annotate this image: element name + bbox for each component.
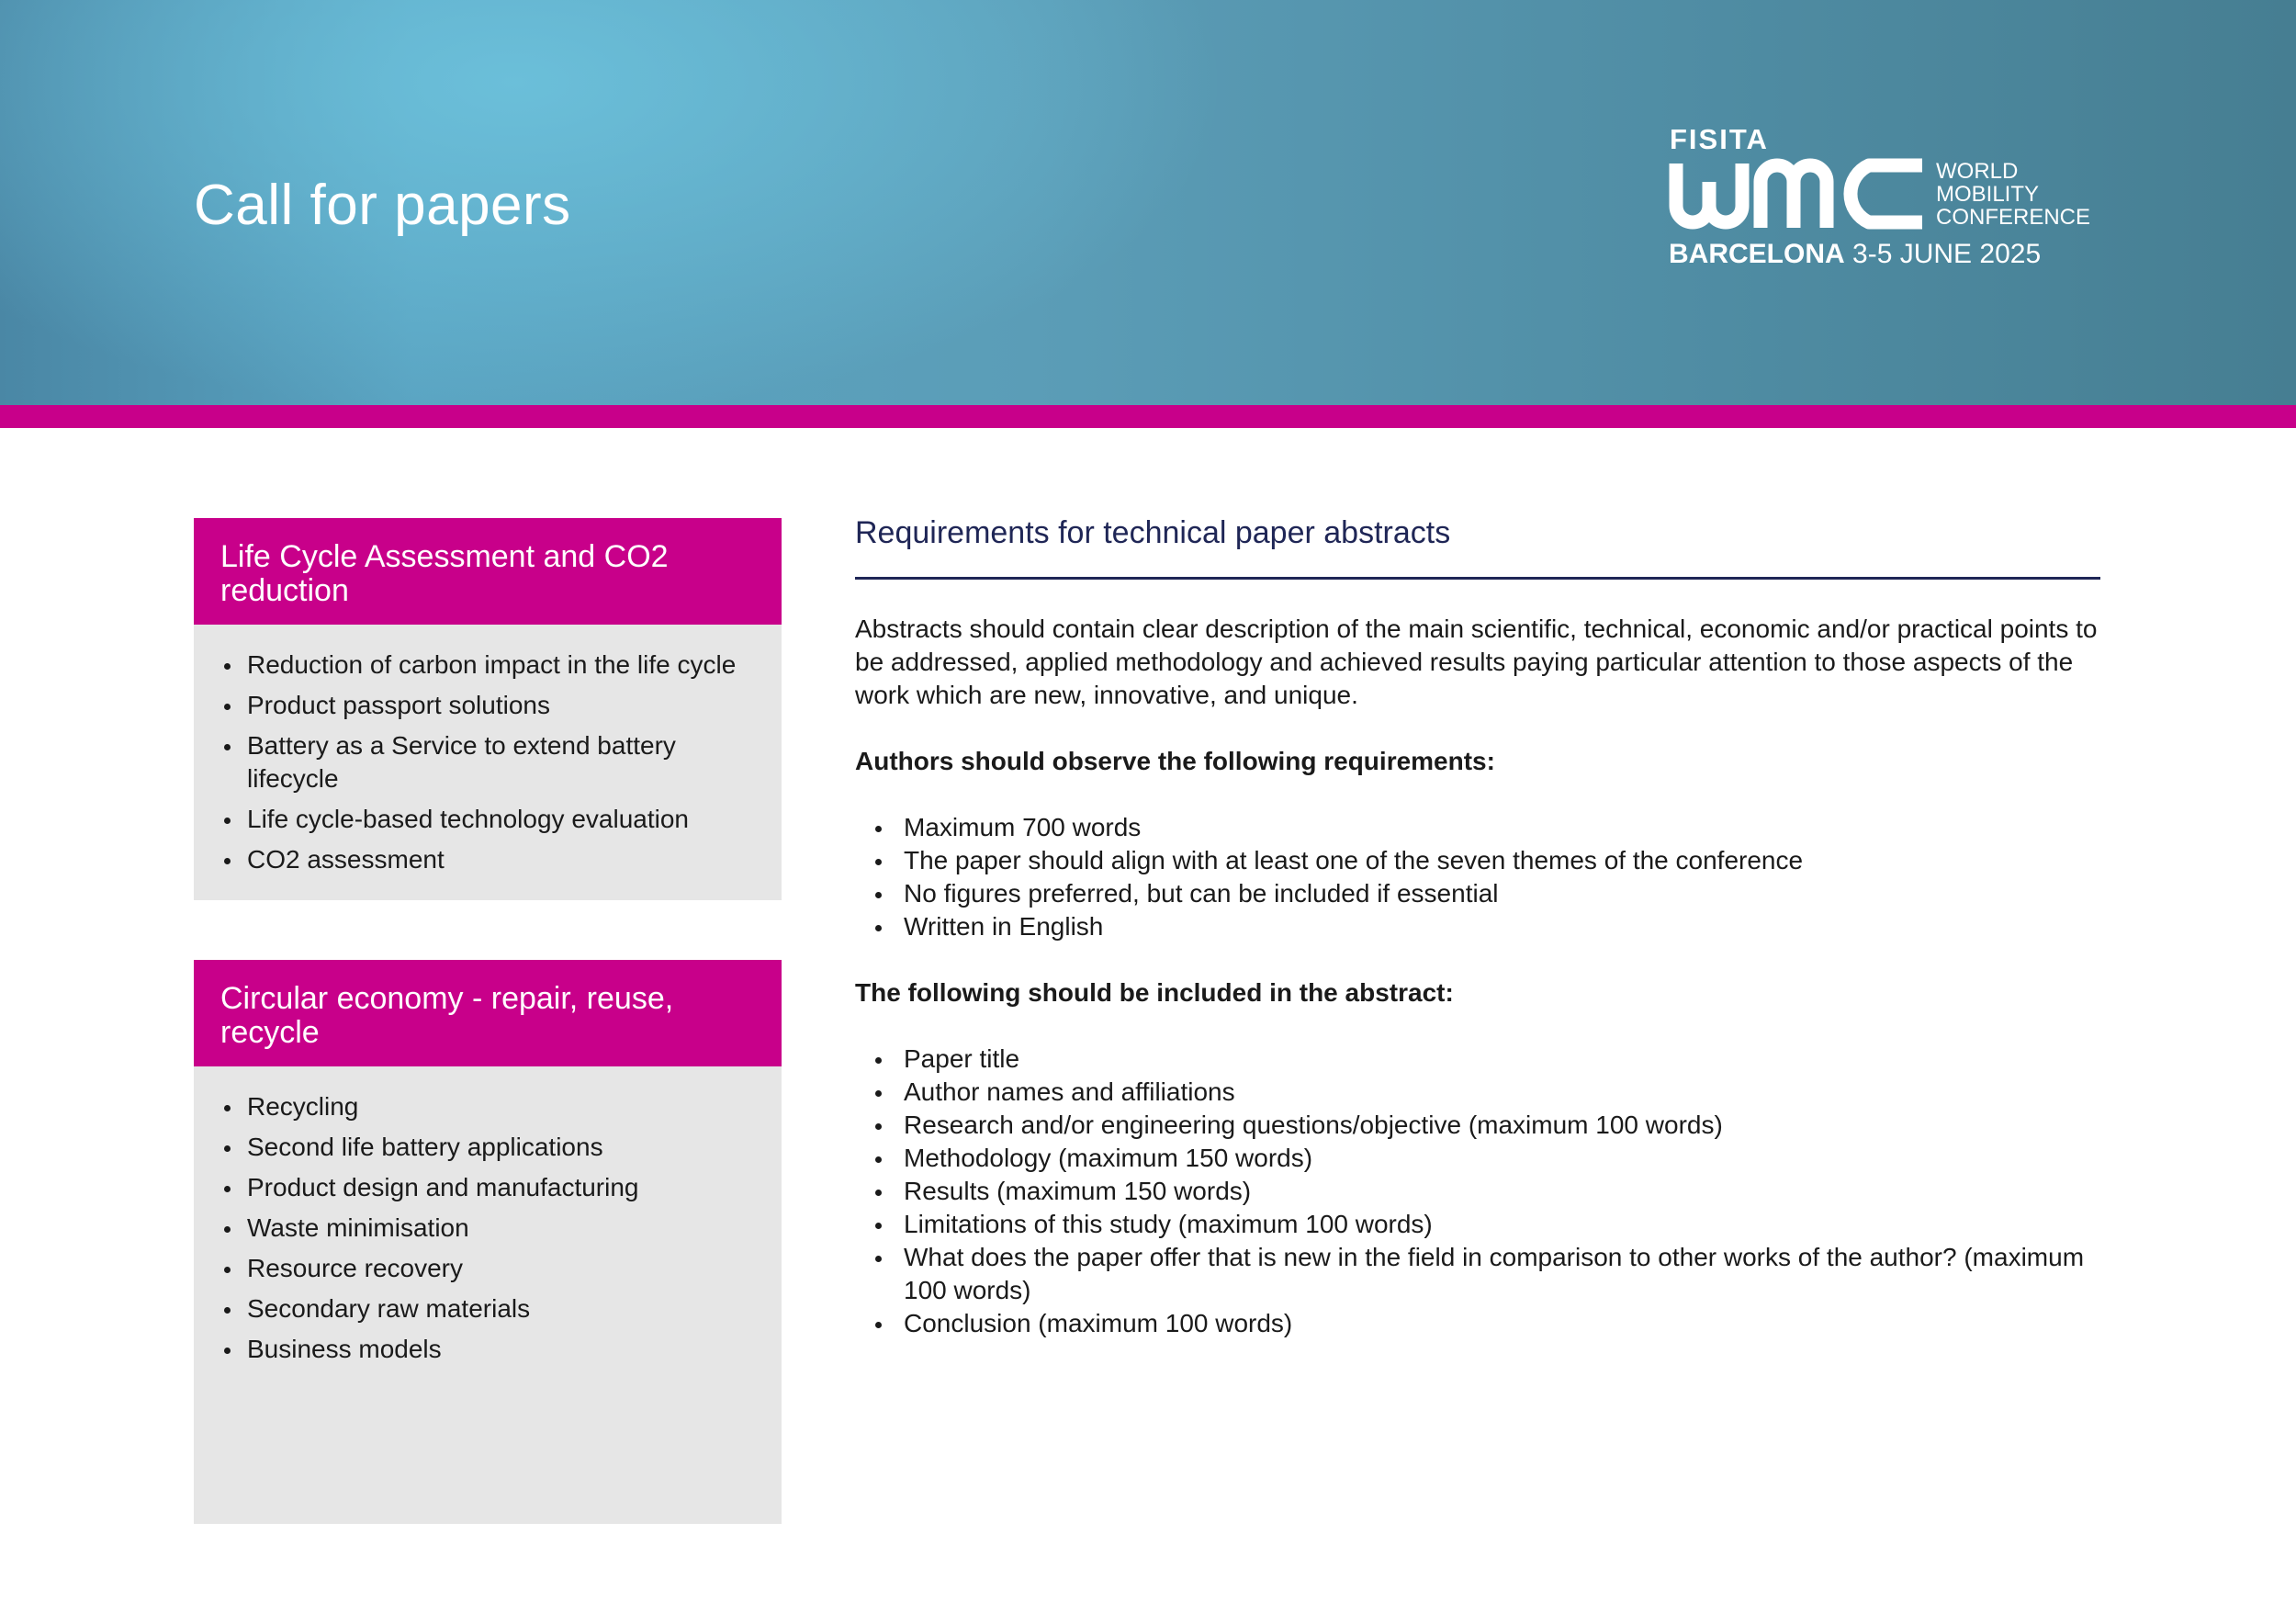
list-item: Life cycle-based technology evaluation — [247, 803, 763, 836]
list-item: Research and/or engineering questions/objective (maximum 100 words) — [904, 1109, 2100, 1142]
list-item: Conclusion (maximum 100 words) — [904, 1307, 2100, 1340]
list-item: Secondary raw materials — [247, 1292, 763, 1325]
logo-org: FISITA — [1670, 123, 1769, 155]
abstract-contents-list — [855, 1043, 2100, 1340]
list-item: Second life battery applications — [247, 1131, 763, 1164]
theme-topic-list — [194, 1066, 782, 1366]
wmc-logo-icon — [1669, 158, 1928, 230]
list-item: Product design and manufacturing — [247, 1171, 763, 1204]
authors-requirements-lead: Authors should observe the following requirements: — [855, 747, 1495, 775]
list-item: Paper title — [904, 1043, 2100, 1076]
list-item: Product passport solutions — [247, 689, 763, 722]
header-banner — [0, 0, 2296, 405]
list-item: No figures preferred, but can be included if essential — [904, 877, 2100, 910]
authors-requirements-list — [855, 811, 2100, 943]
event-location-dates — [1669, 239, 2041, 270]
list-item: Battery as a Service to extend battery lifecycle — [247, 729, 763, 795]
list-item: Waste minimisation — [247, 1212, 763, 1245]
list-item: Methodology (maximum 150 words) — [904, 1142, 2100, 1175]
list-item: Resource recovery — [247, 1252, 763, 1285]
list-item: What does the paper offer that is new in the field in comparison to other works of the author? (maximum 100 words) — [904, 1241, 2100, 1307]
event-dates: 3-5 JUNE 2025 — [1852, 239, 2042, 269]
theme-topic-list — [194, 625, 782, 876]
list-item: Results (maximum 150 words) — [904, 1175, 2100, 1208]
requirements-section — [855, 511, 2100, 1340]
list-item: The paper should align with at least one of the seven themes of the conference — [904, 844, 2100, 877]
fisita-wmc-logo — [1667, 123, 2108, 270]
list-item: Reduction of carbon impact in the life cycle — [247, 648, 763, 682]
list-item: Maximum 700 words — [904, 811, 2100, 844]
list-item: Written in English — [904, 910, 2100, 943]
logo-tagline-line: CONFERENCE — [1936, 205, 2091, 230]
list-item: CO2 assessment — [247, 843, 763, 876]
header-accent-bar — [0, 405, 2296, 428]
list-item: Author names and affiliations — [904, 1076, 2100, 1109]
logo-tagline-line: MOBILITY — [1936, 182, 2040, 207]
theme-card-title: Life Cycle Assessment and CO2 reduction — [194, 518, 782, 625]
theme-card-lca — [194, 518, 782, 900]
logo-tagline — [1936, 160, 2090, 229]
requirements-intro: Abstracts should contain clear description of the main scientific, technical, economic and/or practical points to be addressed, applied methodology and achieved results paying particular attention to those aspects of the work which are new, innovative, and unique. — [855, 615, 2098, 709]
theme-card-title: Circular economy - repair, reuse, recycle — [194, 960, 782, 1066]
list-item: Business models — [247, 1333, 763, 1366]
event-city: BARCELONA — [1669, 239, 1845, 269]
logo-tagline-line: WORLD — [1936, 159, 2019, 184]
list-item: Recycling — [247, 1090, 763, 1123]
page-title: Call for papers — [194, 174, 571, 237]
list-item: Limitations of this study (maximum 100 words) — [904, 1208, 2100, 1241]
abstract-contents-lead: The following should be included in the abstract: — [855, 978, 1454, 1007]
requirements-heading: Requirements for technical paper abstracts — [855, 511, 2100, 580]
theme-card-circular-economy — [194, 960, 782, 1524]
